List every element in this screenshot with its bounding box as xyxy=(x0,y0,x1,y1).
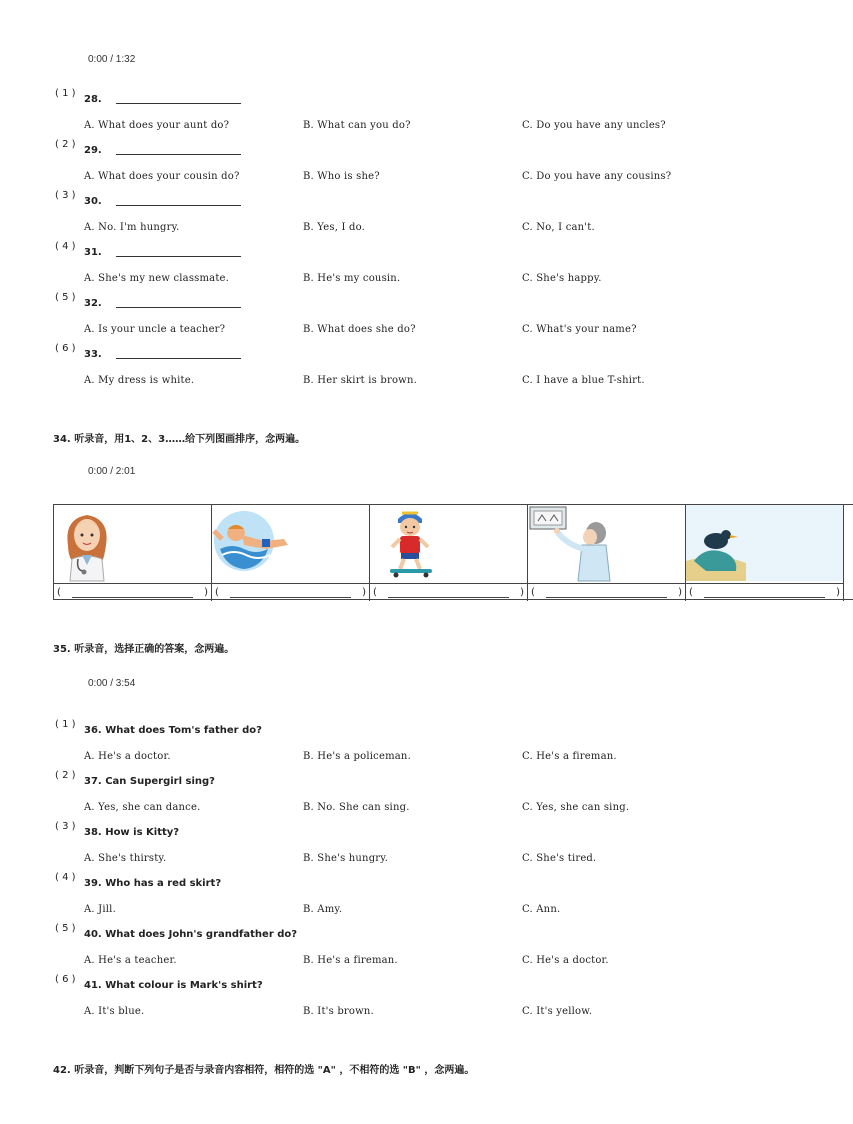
option-b[interactable]: B. Amy. xyxy=(303,904,343,915)
paren-close: ) xyxy=(520,587,524,598)
paren-close: ) xyxy=(836,587,840,598)
option-c[interactable]: C. Do you have any uncles? xyxy=(522,120,666,131)
option-a[interactable]: A. He's a teacher. xyxy=(84,955,177,966)
option-b[interactable]: B. What does she do? xyxy=(303,324,416,335)
section-42-instruction: 42. 听录音，判断下列句子是否与录音内容相符，相符的选 "A" ，不相符的选 "B" ，念两遍。 xyxy=(53,1065,475,1076)
option-c[interactable]: C. Yes, she can sing. xyxy=(522,802,630,813)
answer-blank[interactable] xyxy=(546,597,667,598)
question-number: 29. xyxy=(84,145,102,156)
paren-open: ( xyxy=(689,587,693,598)
question-number: 32. xyxy=(84,298,102,309)
skateboarder-picture xyxy=(370,505,527,581)
question-index: ( 2 ) xyxy=(55,770,76,781)
picture-ordering-table xyxy=(53,504,840,602)
question-text: 36. What does Tom's father do? xyxy=(84,725,262,736)
question-number: 33. xyxy=(84,349,102,360)
paren-open: ( xyxy=(215,587,219,598)
section-35-instruction: 35. 听录音，选择正确的答案，念两遍。 xyxy=(53,644,235,655)
option-a[interactable]: A. It's blue. xyxy=(84,1006,145,1017)
question-index: ( 3 ) xyxy=(55,821,76,832)
option-a[interactable]: A. Is your uncle a teacher? xyxy=(84,324,226,335)
option-c[interactable]: C. Ann. xyxy=(522,904,561,915)
option-b[interactable]: B. What can you do? xyxy=(303,120,411,131)
option-c[interactable]: C. He's a fireman. xyxy=(522,751,617,762)
option-c[interactable]: C. He's a doctor. xyxy=(522,955,609,966)
audio-player-time[interactable]: 0:00 / 3:54 xyxy=(88,678,136,689)
question-index: ( 1 ) xyxy=(55,88,76,99)
question-number: 30. xyxy=(84,196,102,207)
option-a[interactable]: A. My dress is white. xyxy=(84,375,195,386)
option-c[interactable]: C. She's happy. xyxy=(522,273,602,284)
question-index: ( 5 ) xyxy=(55,923,76,934)
option-b[interactable]: B. Her skirt is brown. xyxy=(303,375,417,386)
picture-cell xyxy=(54,505,212,601)
question-index: ( 4 ) xyxy=(55,241,76,252)
question-index: ( 3 ) xyxy=(55,190,76,201)
question-text: 39. Who has a red skirt? xyxy=(84,878,222,889)
option-a[interactable]: A. She's thirsty. xyxy=(84,853,167,864)
question-text: 37. Can Supergirl sing? xyxy=(84,776,215,787)
answer-blank[interactable] xyxy=(116,256,241,257)
option-a[interactable]: A. No. I'm hungry. xyxy=(84,222,180,233)
question-text: 40. What does John's grandfather do? xyxy=(84,929,298,940)
picture-cell xyxy=(370,505,528,601)
boy-pointing-picture xyxy=(528,505,685,581)
option-b[interactable]: B. He's a policeman. xyxy=(303,751,411,762)
option-b[interactable]: B. He's my cousin. xyxy=(303,273,401,284)
doctor-picture xyxy=(54,505,211,581)
answer-blank[interactable] xyxy=(116,103,241,104)
answer-blank[interactable] xyxy=(704,597,825,598)
audio-player-time[interactable]: 0:00 / 2:01 xyxy=(88,466,136,477)
option-c[interactable]: C. It's yellow. xyxy=(522,1006,593,1017)
option-a[interactable]: A. He's a doctor. xyxy=(84,751,171,762)
answer-blank[interactable] xyxy=(116,154,241,155)
audio-player-time[interactable]: 0:00 / 1:32 xyxy=(88,54,136,65)
paren-close: ) xyxy=(362,587,366,598)
option-c[interactable]: C. Do you have any cousins? xyxy=(522,171,672,182)
option-b[interactable]: B. It's brown. xyxy=(303,1006,374,1017)
answer-blank[interactable] xyxy=(116,358,241,359)
bird-picture xyxy=(686,505,843,581)
option-b[interactable]: B. Yes, I do. xyxy=(303,222,365,233)
paren-open: ( xyxy=(57,587,61,598)
answer-blank[interactable] xyxy=(72,597,193,598)
question-index: ( 2 ) xyxy=(55,139,76,150)
option-c[interactable]: C. What's your name? xyxy=(522,324,637,335)
option-b[interactable]: B. Who is she? xyxy=(303,171,380,182)
picture-cell xyxy=(686,505,844,601)
option-a[interactable]: A. She's my new classmate. xyxy=(84,273,230,284)
section-34-instruction: 34. 听录音，用1、2、3……给下列图画排序，念两遍。 xyxy=(53,434,306,445)
question-index: ( 6 ) xyxy=(55,974,76,985)
question-index: ( 4 ) xyxy=(55,872,76,883)
swimmer-picture xyxy=(212,505,369,581)
question-index: ( 5 ) xyxy=(55,292,76,303)
question-text: 41. What colour is Mark's shirt? xyxy=(84,980,263,991)
option-a[interactable]: A. What does your cousin do? xyxy=(84,171,240,182)
question-number: 28. xyxy=(84,94,102,105)
option-b[interactable]: B. He's a fireman. xyxy=(303,955,398,966)
option-c[interactable]: C. She's tired. xyxy=(522,853,597,864)
answer-blank[interactable] xyxy=(230,597,351,598)
option-b[interactable]: B. She's hungry. xyxy=(303,853,389,864)
question-number: 31. xyxy=(84,247,102,258)
answer-blank[interactable] xyxy=(116,307,241,308)
option-c[interactable]: C. No, I can't. xyxy=(522,222,595,233)
paren-open: ( xyxy=(531,587,535,598)
paren-close: ) xyxy=(204,587,208,598)
paren-open: ( xyxy=(373,587,377,598)
option-b[interactable]: B. No. She can sing. xyxy=(303,802,410,813)
option-a[interactable]: A. Yes, she can dance. xyxy=(84,802,201,813)
option-c[interactable]: C. I have a blue T-shirt. xyxy=(522,375,645,386)
paren-close: ) xyxy=(678,587,682,598)
picture-cell xyxy=(212,505,370,601)
picture-cell xyxy=(528,505,686,601)
option-a[interactable]: A. What does your aunt do? xyxy=(84,120,230,131)
question-index: ( 1 ) xyxy=(55,719,76,730)
answer-blank[interactable] xyxy=(116,205,241,206)
option-a[interactable]: A. Jill. xyxy=(84,904,116,915)
question-text: 38. How is Kitty? xyxy=(84,827,180,838)
question-index: ( 6 ) xyxy=(55,343,76,354)
answer-blank[interactable] xyxy=(388,597,509,598)
